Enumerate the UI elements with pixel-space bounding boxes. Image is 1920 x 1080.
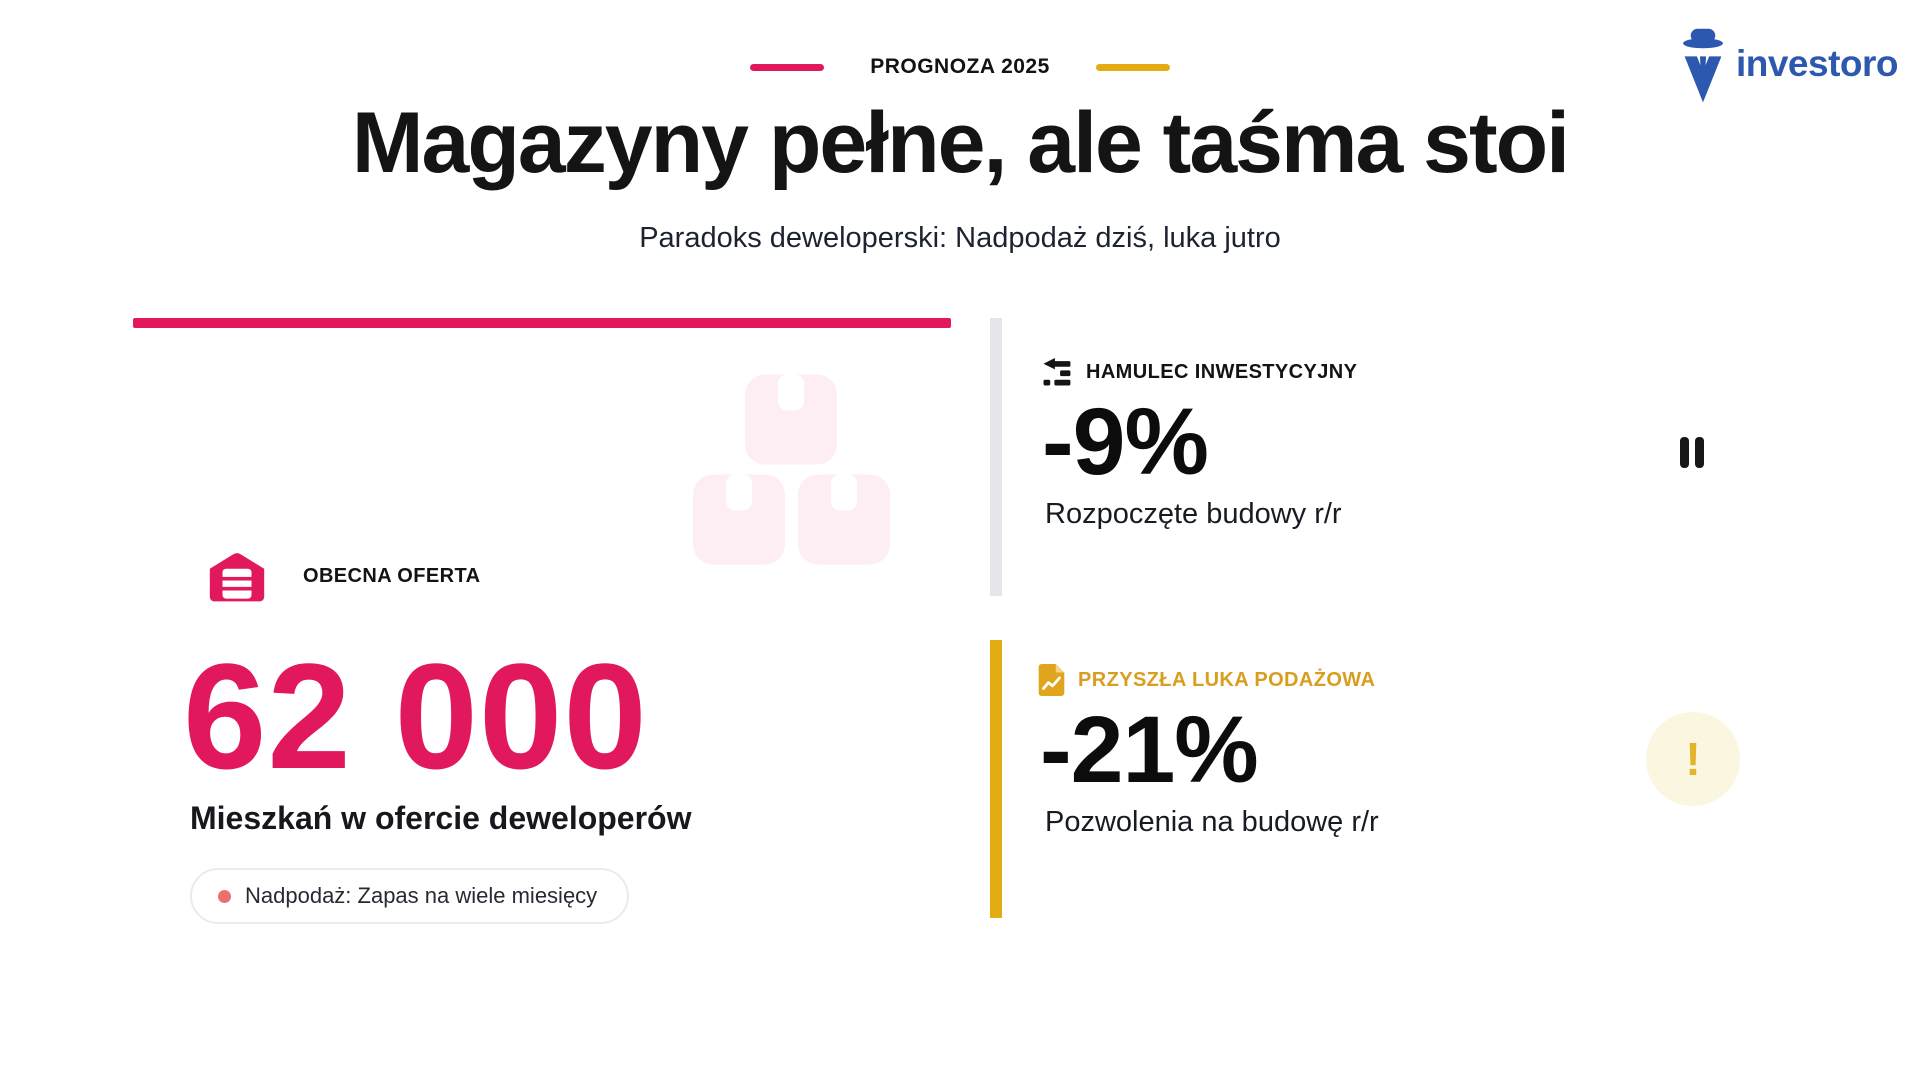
badge-dot-icon xyxy=(218,890,231,903)
flow-brake-icon xyxy=(1043,358,1073,387)
permits-accent-bar xyxy=(990,640,1002,918)
badge-text: Nadpodaż: Zapas na wiele miesięcy xyxy=(245,883,598,908)
permits-label: PRZYSZŁA LUKA PODAŻOWA xyxy=(1078,668,1376,691)
page-title: Magazyny pełne, ale taśma stoi xyxy=(351,95,1569,191)
page-subtitle: Paradoks deweloperski: Nadpodaż dziś, luka jutro xyxy=(639,222,1281,254)
eyebrow xyxy=(0,55,1920,79)
supply-badge xyxy=(190,868,629,924)
eyebrow-line-right xyxy=(1096,64,1170,71)
supply-description: Mieszkań w ofercie deweloperów xyxy=(190,800,692,836)
file-chart-icon xyxy=(1038,664,1065,696)
alert-circle xyxy=(1646,712,1740,806)
logo-wordmark: investoro xyxy=(1735,43,1898,84)
eyebrow-line-left xyxy=(750,64,824,71)
construction-accent-bar xyxy=(990,318,1002,596)
construction-label: HAMULEC INWESTYCYJNY xyxy=(1086,361,1358,383)
supply-label: OBECNA OFERTA xyxy=(303,564,481,587)
warehouse-icon xyxy=(208,550,266,602)
permits-value: -21% xyxy=(1040,697,1258,803)
construction-description: Rozpoczęte budowy r/r xyxy=(1045,498,1342,530)
alert-exclamation-icon: ! xyxy=(1685,733,1701,785)
pause-icon xyxy=(1680,437,1704,468)
stacked-boxes-icon xyxy=(693,363,905,578)
construction-value: -9% xyxy=(1042,389,1208,495)
construction-stat-section xyxy=(990,318,1770,598)
supply-card xyxy=(133,318,951,936)
supply-value: 62 000 xyxy=(183,632,648,800)
permits-stat-section xyxy=(990,640,1770,920)
supply-accent-bar xyxy=(133,318,951,328)
permits-description: Pozwolenia na budowę r/r xyxy=(1045,806,1379,838)
eyebrow-label: PROGNOZA 2025 xyxy=(870,55,1050,78)
